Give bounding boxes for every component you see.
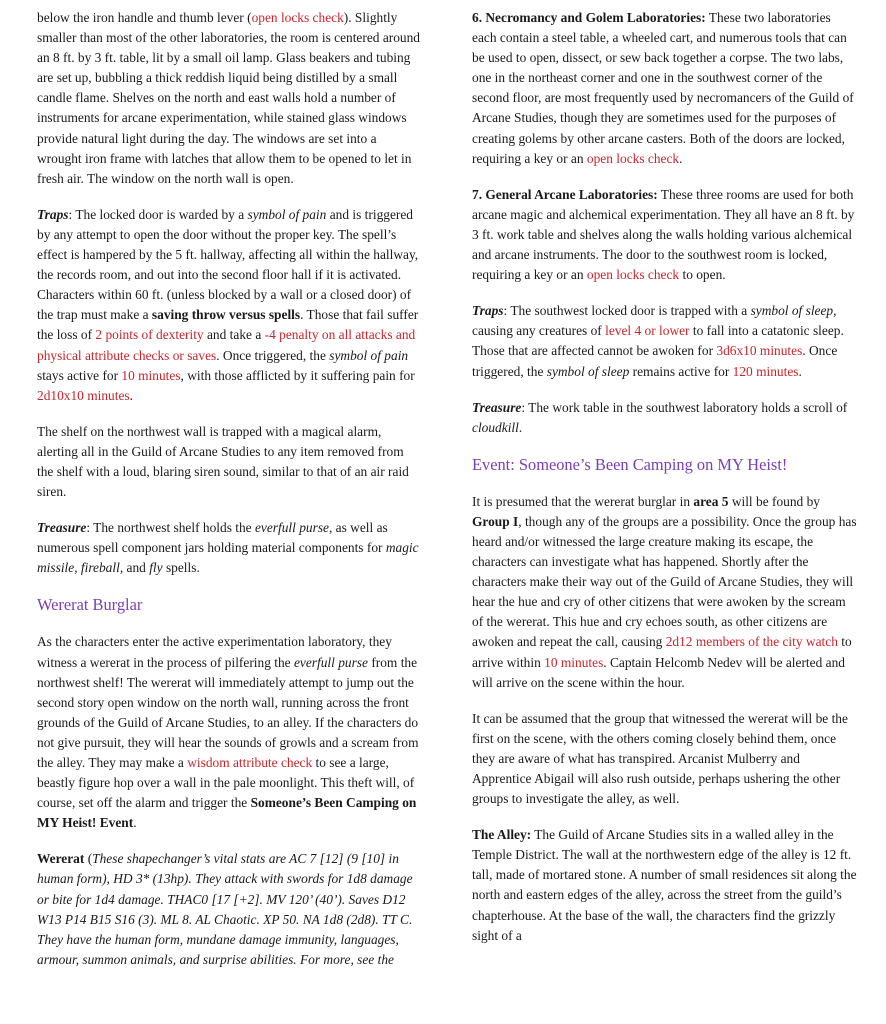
general-labs-label: 7. General Arcane Laboratories: [472,186,658,202]
treasure-label: Treasure [37,520,87,536]
open-locks-check-link: open locks check [251,10,344,25]
traps-paragraph: Traps: The locked door is warded by a symbol of pain and is triggered by any attempt to open the door without the proper key. The spell’s effect is hampered by the 5 ft. hallway, affecting all within the hallway, the records room, and out into the second floor hall if it is activated. Characters within 60 ft. (unless blocked by a wall or a closed door) of the trap must make a saving throw versus spells. Those that fail suffer the loss of 2 points of dexterity and take a -4 penalty on all attacks and physical attribute checks or saves. Once triggered, the symbol of pain stays active for 10 minutes, with those afflicted by it suffering pain for 2d10x10 minutes. [37,206,419,403]
alley-paragraph: The Alley: The Guild of Arcane Studies sits in a walled alley in the Temple District. The wall at the northwestern edge of the alley is 12 ft. tall, made of mortared stone. A number of small residences sit along the north and eastern edges of the alley, across the street from the guild’s chapterhouse. At the base of the wall, the characters find the grizzly sight of a [472,827,857,943]
right-column [472,8,858,962]
treasure-paragraph-2: Treasure: The work table in the southwest laboratory holds a scroll of cloudkill. [472,399,848,435]
wererat-statblock: Wererat (These shapechanger’s vital stats are AC 7 [12] (9 [10] in human form), HD 3* (13hp). They attack with swords for 1d8 damage or bite for 1d4 damage. THAC0 [17 [+2]. MV 120’ (40’). Saves D12 W13 P14 B15 S16 (3). ML 8. AL Chaotic. XP 50. NA 1d8 (2d8). TT C. They have the human form, mundane damage immunity, languages, armour, summon animals, and surprise abilities. For more, see the [37,851,413,967]
general-labs-paragraph: 7. General Arcane Laboratories: These three rooms are used for both arcane magic and alchemical experimentation. They all have an 8 ft. by 3 ft. work table and shelves along the walls holding various alchemical and arcane instruments. The door to the southwest room is locked, requiring a key or an open locks check to open. [472,186,855,283]
alley-label: The Alley: [472,827,532,843]
event-paragraph-1: It is presumed that the wererat burglar in area 5 will be found by Group I, though any of the groups are a possibility. Once the group has heard and/or witnessed the large creature making its escape, the characters can investigate what has happened. Shortly after the characters make their way out of the Guild of Arcane Studies, they will hear the hue and cry of other citizens that were awoken by the scream of the wererat. This hue and cry echoes south, as other citizens are awoken and repeat the call, causing 2d12 members of the city watch to arrive within 10 minutes. Captain Helcomb Nedev will be alerted and will arrive on the scene within the hour. [472,493,857,690]
burglar-paragraph: As the characters enter the active experimentation laboratory, they witness a wererat in the process of pilfering the everfull purse from the northwest shelf! The wererat will immediately attempt to jump out the second story open window on the north wall, running across the front grounds of the Guild of Arcane Studies, to an alley. If the characters do not give pursuit, they will hear the sounds of growls and a scream from the alley. They may make a wisdom attribute check to see a large, beastly figure hop over a wall in the pale moonlight. This theft will, of course, set off the alarm and trigger the Someone’s Been Camping on MY Heist! Event. [37,634,419,831]
treasure-paragraph: Treasure: The northwest shelf holds the everfull purse, as well as numerous spell component jars holding material components for magic missile, fireball, and fly spells. [37,520,419,576]
event-paragraph-2: It can be assumed that the group that witnessed the wererat will be the first on the scene, with the others coming closely behind them, once they are aware of what has transpired. Arcanist Mulberry and Apprentice Abigail will also rush outside, perhaps ushering the other groups to investigate the alley, as well. [472,710,848,807]
traps-paragraph-2: Traps: The southwest locked door is trapped with a symbol of sleep, causing any creatures of level 4 or lower to fall into a catatonic sleep. Those that are affected cannot be awoken for 3d6x10 minutes. Once triggered, the symbol of sleep remains active for 120 minutes. [472,303,844,379]
traps-label-2: Traps [472,303,504,319]
treasure-label-2: Treasure [472,399,522,415]
traps-label: Traps [37,206,69,222]
necromancy-paragraph: 6. Necromancy and Golem Laboratories: These two laboratories each contain a steel table, a wheeled cart, and numerous tools that can be used to open, dissect, or sew back together a corpse. The two labs, one in the northeast corner and one in the southwest corner of the second floor, are most frequently used by necromancers of the Guild of Arcane Studies, though they are sometimes used for the purposes of creating golems by other arcane casters. Both of the doors are locked, requiring a key or an open locks check. [472,10,854,166]
section-heading-wererat-burglar: Wererat Burglar [37,595,143,615]
necromancy-label: 6. Necromancy and Golem Laboratories: [472,10,706,25]
left-column [37,8,423,986]
wererat-label: Wererat [37,851,85,867]
lab-description-paragraph: below the iron handle and thumb lever (open locks check). Slightly smaller than most of the other laboratories, the room is centered around an 8 ft. by 3 ft. table, lit by a small oil lamp. Glass beakers and tubing are set up, bubbling a thick reddish liquid being distilled by a small candle flame. Shelves on the north and east walls hold a number of instruments for arcane experimentation, while stained glass windows provide natural light during the day. The windows are set into a wrought iron frame with latches that allow them to be opened to let in fresh air. The window on the north wall is open. [37,10,420,186]
section-heading-event: Event: Someone’s Been Camping on MY Heist! [472,454,788,474]
shelf-alarm-paragraph: The shelf on the northwest wall is trapped with a magical alarm, alerting all in the Guild of Arcane Studies to any item removed from the shelf with a loud, blaring siren sound, similar to that of an air raid siren. [37,423,409,500]
